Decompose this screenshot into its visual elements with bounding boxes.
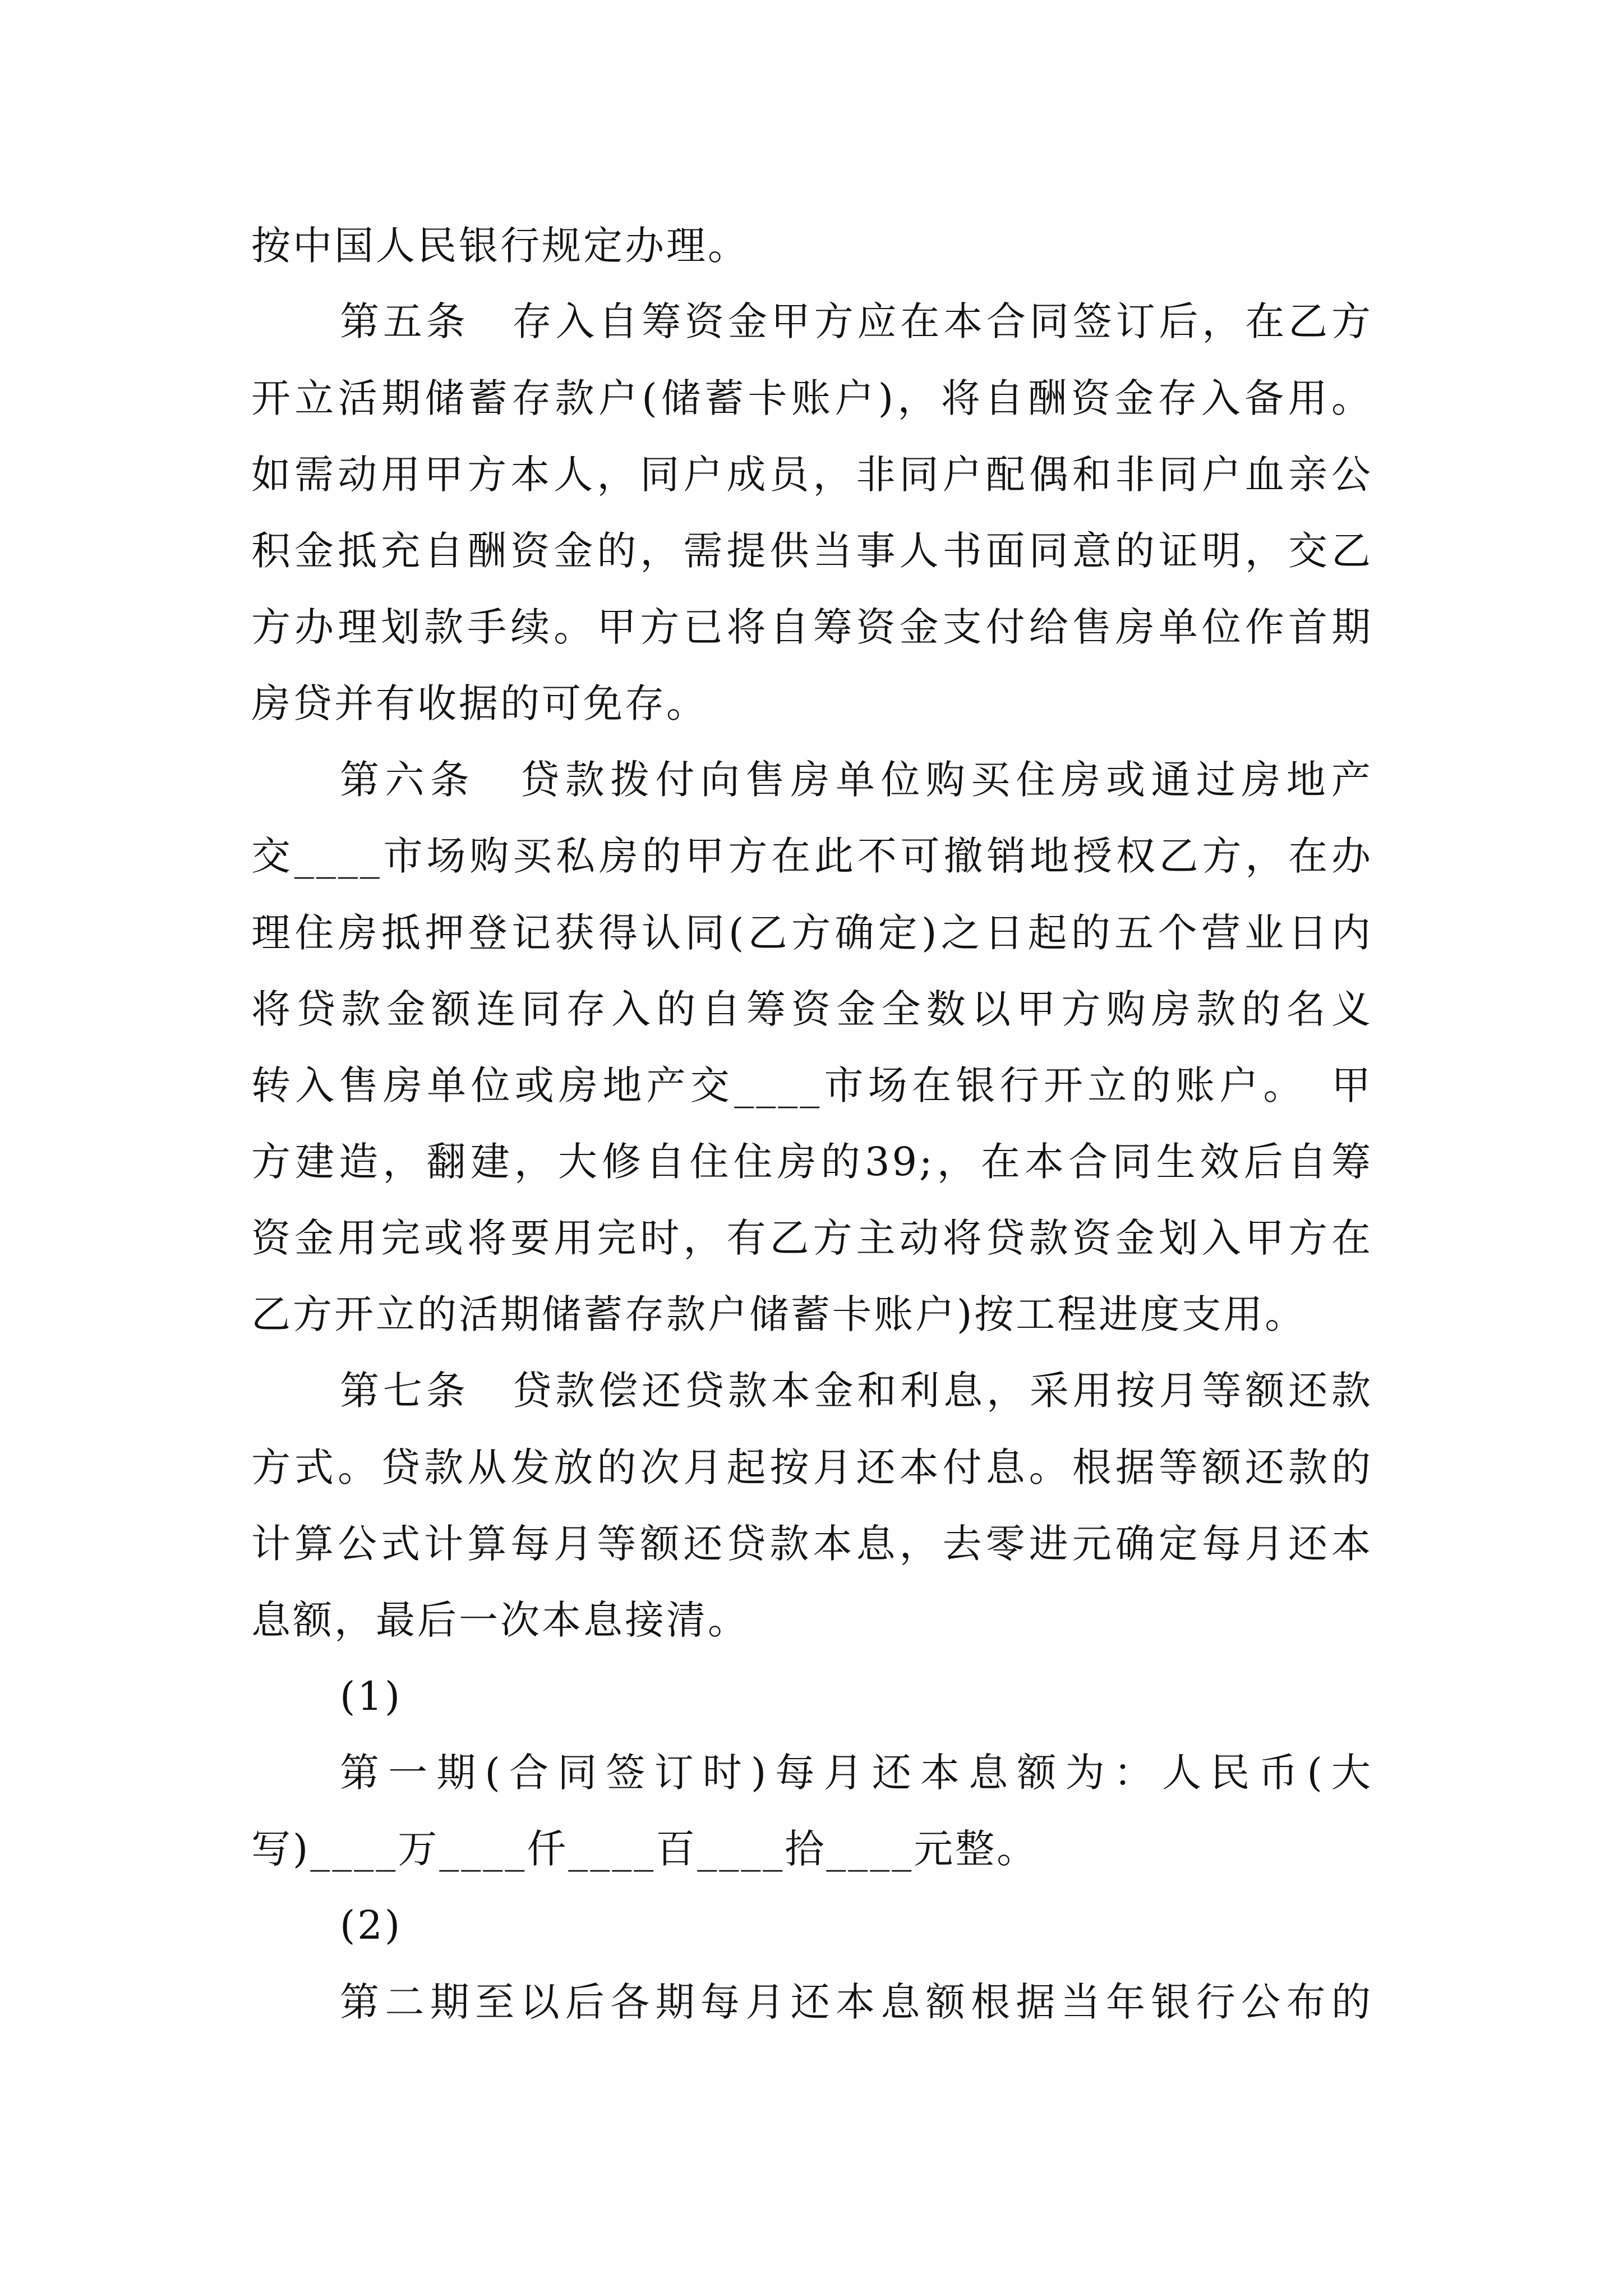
text-line: 转入售房单位或房地产交____市场在银行开立的账户。 甲 <box>251 1062 1373 1108</box>
text-line: 第一期(合同签订时)每月还本息额为：人民币(大 <box>340 1750 1373 1796</box>
text-line: 按中国人民银行规定办理。 <box>251 223 749 269</box>
article-7-heading-line: 第七条 贷款偿还贷款本金和利息，采用按月等额还款 <box>340 1368 1373 1414</box>
text-line: 开立活期储蓄存款户(储蓄卡账户)，将自酬资金存入备用。 <box>251 375 1373 421</box>
text-line: 积金抵充自酬资金的，需提供当事人书面同意的证明，交乙 <box>251 528 1373 574</box>
text-line: 方建造，翻建，大修自住住房的39;，在本合同生效后自筹 <box>251 1139 1373 1185</box>
article-6-heading-line: 第六条 贷款拨付向售房单位购买住房或通过房地产 <box>340 757 1373 803</box>
text-line: 交____市场购买私房的甲方在此不可撤销地授权乙方，在办 <box>251 833 1373 879</box>
text-line: 写)____万____仟____百____拾____元整。 <box>251 1826 1039 1872</box>
text-line: 息额，最后一次本息接清。 <box>251 1597 749 1643</box>
text-line: 方式。贷款从发放的次月起按月还本付息。根据等额还款的 <box>251 1444 1373 1490</box>
text-line: 资金用完或将要用完时，有乙方主动将贷款资金划入甲方在 <box>251 1215 1373 1261</box>
text-line: 如需动用甲方本人，同户成员，非同户配偶和非同户血亲公 <box>251 452 1373 498</box>
text-line: 将贷款金额连同存入的自筹资金全数以甲方购房款的名义 <box>251 986 1373 1032</box>
text-line: 计算公式计算每月等额还贷款本息，去零进元确定每月还本 <box>251 1521 1373 1567</box>
text-line: 理住房抵押登记获得认同(乙方确定)之日起的五个营业日内 <box>251 910 1373 956</box>
text-line: 方办理划款手续。甲方已将自筹资金支付给售房单位作首期 <box>251 604 1373 650</box>
text-line: 房贷并有收据的可免存。 <box>251 680 708 726</box>
item-number: (2) <box>340 1902 403 1948</box>
text-line: 第二期至以后各期每月还本息额根据当年银行公布的 <box>340 1979 1373 2025</box>
text-line: 乙方开立的活期储蓄存款户储蓄卡账户)按工程进度支用。 <box>251 1291 1307 1337</box>
article-5-heading-line: 第五条 存入自筹资金甲方应在本合同签订后，在乙方 <box>340 298 1373 344</box>
item-number: (1) <box>340 1673 403 1719</box>
